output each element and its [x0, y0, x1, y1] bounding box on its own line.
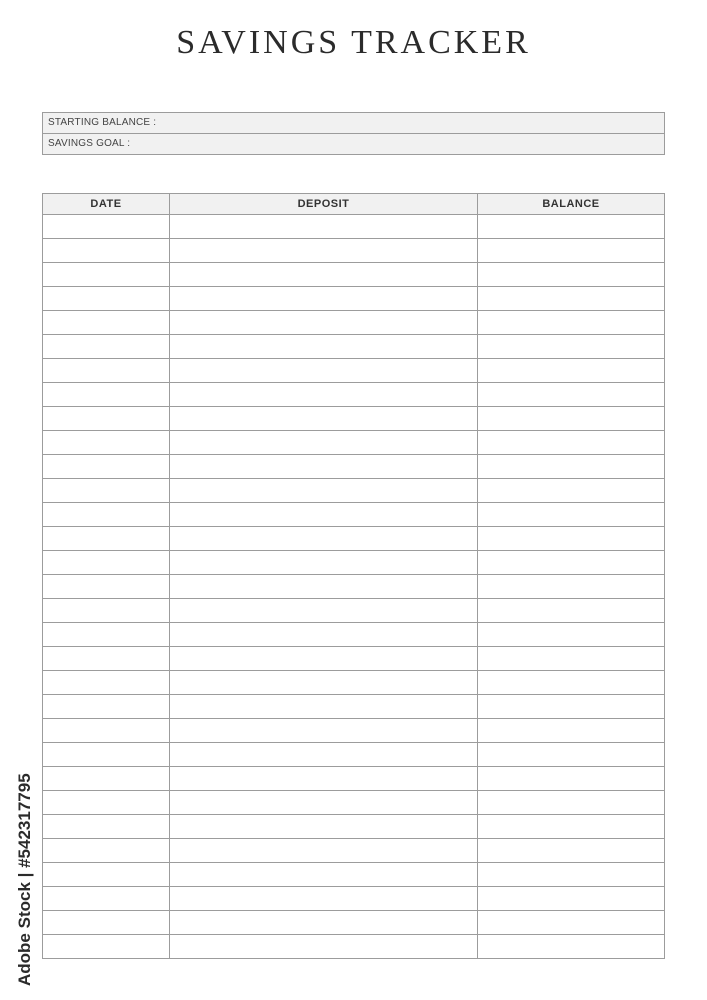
balance-cell[interactable] [478, 935, 665, 959]
deposit-cell[interactable] [170, 671, 478, 695]
table-row [43, 239, 665, 263]
deposit-cell[interactable] [170, 815, 478, 839]
deposit-cell[interactable] [170, 503, 478, 527]
date-cell[interactable] [43, 359, 170, 383]
date-cell[interactable] [43, 791, 170, 815]
deposit-cell[interactable] [170, 911, 478, 935]
deposit-cell[interactable] [170, 479, 478, 503]
date-cell[interactable] [43, 671, 170, 695]
date-cell[interactable] [43, 887, 170, 911]
deposit-cell[interactable] [170, 767, 478, 791]
balance-cell[interactable] [478, 455, 665, 479]
balance-cell[interactable] [478, 239, 665, 263]
table-row [43, 527, 665, 551]
balance-cell[interactable] [478, 527, 665, 551]
table-body [43, 215, 665, 959]
balance-cell[interactable] [478, 623, 665, 647]
balance-cell[interactable] [478, 911, 665, 935]
deposit-cell[interactable] [170, 719, 478, 743]
balance-cell[interactable] [478, 743, 665, 767]
balance-cell[interactable] [478, 791, 665, 815]
date-cell[interactable] [43, 911, 170, 935]
table-header-row [43, 194, 665, 215]
balance-cell[interactable] [478, 431, 665, 455]
deposit-cell[interactable] [170, 887, 478, 911]
table-row [43, 431, 665, 455]
deposit-cell[interactable] [170, 383, 478, 407]
table-row [43, 311, 665, 335]
date-cell[interactable] [43, 263, 170, 287]
table-row [43, 359, 665, 383]
deposit-cell[interactable] [170, 743, 478, 767]
balance-cell[interactable] [478, 359, 665, 383]
date-cell[interactable] [43, 287, 170, 311]
date-cell[interactable] [43, 767, 170, 791]
table-row [43, 743, 665, 767]
date-cell[interactable] [43, 695, 170, 719]
table-row [43, 407, 665, 431]
balance-cell[interactable] [478, 383, 665, 407]
balance-cell[interactable] [478, 671, 665, 695]
table-row [43, 623, 665, 647]
date-cell[interactable] [43, 479, 170, 503]
table-row [43, 551, 665, 575]
table-row [43, 599, 665, 623]
date-cell[interactable] [43, 863, 170, 887]
table-row [43, 383, 665, 407]
table-row [43, 863, 665, 887]
savings-goal-field[interactable]: SAVINGS GOAL : [43, 133, 664, 154]
deposit-cell[interactable] [170, 263, 478, 287]
balance-cell[interactable] [478, 647, 665, 671]
table-row [43, 479, 665, 503]
column-header-balance: BALANCE [478, 194, 665, 215]
deposit-cell[interactable] [170, 575, 478, 599]
deposit-cell[interactable] [170, 407, 478, 431]
deposit-cell[interactable] [170, 695, 478, 719]
table-row [43, 335, 665, 359]
balance-cell[interactable] [478, 839, 665, 863]
deposit-cell[interactable] [170, 791, 478, 815]
deposit-cell[interactable] [170, 647, 478, 671]
balance-cell[interactable] [478, 767, 665, 791]
date-cell[interactable] [43, 431, 170, 455]
table-row [43, 287, 665, 311]
balance-cell[interactable] [478, 287, 665, 311]
table-row [43, 935, 665, 959]
deposit-cell[interactable] [170, 215, 478, 239]
date-cell[interactable] [43, 623, 170, 647]
date-cell[interactable] [43, 839, 170, 863]
table-row [43, 887, 665, 911]
balance-cell[interactable] [478, 335, 665, 359]
table-row [43, 503, 665, 527]
table-row [43, 215, 665, 239]
deposit-cell[interactable] [170, 527, 478, 551]
table-row [43, 767, 665, 791]
date-cell[interactable] [43, 383, 170, 407]
table-row [43, 911, 665, 935]
date-cell[interactable] [43, 719, 170, 743]
date-cell[interactable] [43, 743, 170, 767]
date-cell[interactable] [43, 815, 170, 839]
date-cell[interactable] [43, 215, 170, 239]
deposit-cell[interactable] [170, 359, 478, 383]
date-cell[interactable] [43, 311, 170, 335]
balance-cell[interactable] [478, 863, 665, 887]
table-row [43, 815, 665, 839]
balance-cell[interactable] [478, 479, 665, 503]
deposit-cell[interactable] [170, 311, 478, 335]
balance-cell[interactable] [478, 719, 665, 743]
deposit-cell[interactable] [170, 839, 478, 863]
deposit-cell[interactable] [170, 455, 478, 479]
deposit-cell[interactable] [170, 239, 478, 263]
date-cell[interactable] [43, 407, 170, 431]
balance-cell[interactable] [478, 407, 665, 431]
deposit-cell[interactable] [170, 287, 478, 311]
deposit-cell[interactable] [170, 599, 478, 623]
date-cell[interactable] [43, 551, 170, 575]
date-cell[interactable] [43, 335, 170, 359]
date-cell[interactable] [43, 599, 170, 623]
table-row [43, 575, 665, 599]
starting-balance-field[interactable]: STARTING BALANCE : [48, 117, 157, 128]
table-row [43, 671, 665, 695]
deposit-cell[interactable] [170, 551, 478, 575]
summary-box [42, 112, 665, 155]
balance-cell[interactable] [478, 503, 665, 527]
date-cell[interactable] [43, 935, 170, 959]
balance-cell[interactable] [478, 815, 665, 839]
balance-cell[interactable] [478, 599, 665, 623]
column-header-date: DATE [43, 194, 170, 215]
balance-cell[interactable] [478, 887, 665, 911]
balance-cell[interactable] [478, 311, 665, 335]
date-cell[interactable] [43, 503, 170, 527]
balance-cell[interactable] [478, 215, 665, 239]
table-row [43, 791, 665, 815]
stock-id-text: Adobe Stock | #542317795 [15, 773, 34, 986]
table-row [43, 719, 665, 743]
table-row [43, 839, 665, 863]
deposit-cell[interactable] [170, 623, 478, 647]
balance-cell[interactable] [478, 263, 665, 287]
table-row [43, 695, 665, 719]
column-header-deposit: DEPOSIT [170, 194, 478, 215]
savings-table [42, 193, 665, 959]
page-title: SAVINGS TRACKER [176, 24, 531, 61]
date-cell[interactable] [43, 239, 170, 263]
date-cell[interactable] [43, 647, 170, 671]
stock-watermark [13, 766, 37, 986]
balance-cell[interactable] [478, 695, 665, 719]
table-row [43, 647, 665, 671]
deposit-cell[interactable] [170, 335, 478, 359]
deposit-cell[interactable] [170, 863, 478, 887]
table-row [43, 263, 665, 287]
deposit-cell[interactable] [170, 431, 478, 455]
date-cell[interactable] [43, 575, 170, 599]
balance-cell[interactable] [478, 575, 665, 599]
deposit-cell[interactable] [170, 935, 478, 959]
balance-cell[interactable] [478, 551, 665, 575]
date-cell[interactable] [43, 527, 170, 551]
date-cell[interactable] [43, 455, 170, 479]
table-row [43, 455, 665, 479]
